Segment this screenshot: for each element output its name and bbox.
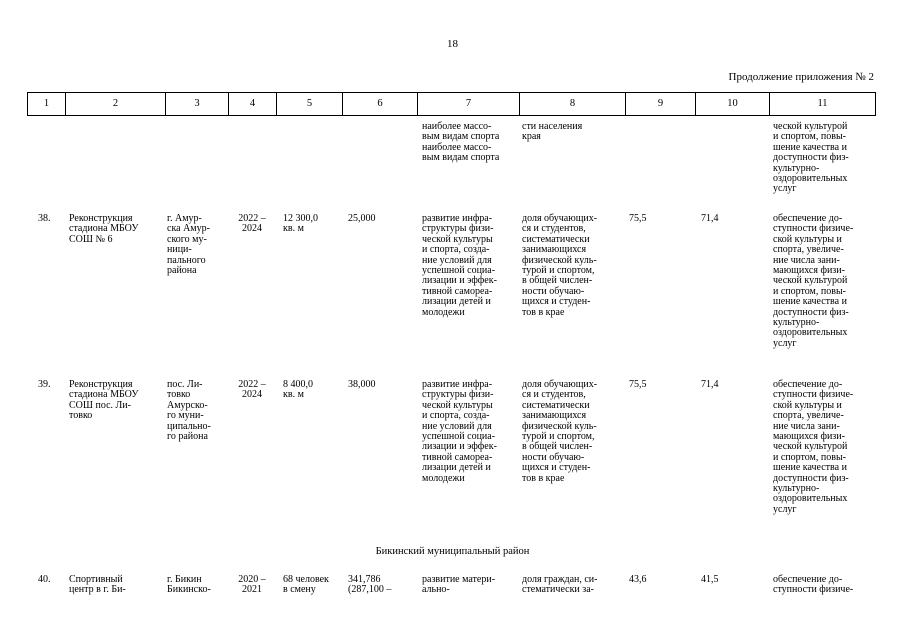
row-39-effect: обеспечение до- ступности физиче- ской культуры и спорта, увеличе- ние числа зани- мающихся физи- ческой культурой и спортом, повы- шение качества и доступности физ- культурно- оздоровительных услуг bbox=[773, 379, 854, 515]
row-40-period: 2020 – 2021 bbox=[238, 574, 266, 596]
header-col-7: 7 bbox=[417, 93, 519, 115]
header-col-11: 11 bbox=[769, 93, 875, 115]
header-col-3: 3 bbox=[165, 93, 228, 115]
district-heading: Бикинский муниципальный район bbox=[375, 546, 530, 557]
row-40-number: 40. bbox=[38, 574, 51, 585]
row-38-location: г. Амур- ска Амур- ского му- ници- пального района bbox=[167, 213, 210, 277]
table-header bbox=[27, 92, 876, 116]
row-38-indicator: доля обучающих- ся и студентов, систематически занимающихся физической куль- турой и спортом, в общей числен- ности обучаю- щихся и студен- тов в крае bbox=[522, 213, 598, 318]
header-col-4: 4 bbox=[228, 93, 276, 115]
header-col-5: 5 bbox=[276, 93, 342, 115]
row-38-cost: 25,000 bbox=[348, 213, 376, 224]
row-39-indicator: доля обучающих- ся и студентов, систематически занимающихся физической куль- турой и спортом, в общей числен- ности обучаю- щихся и студен- тов в крае bbox=[522, 379, 598, 484]
carryover-indicator: сти населения края bbox=[522, 121, 583, 143]
row-39-value-10: 71,4 bbox=[701, 379, 719, 390]
row-40-value-10: 41,5 bbox=[701, 574, 719, 585]
row-40-capacity: 68 человек в смену bbox=[283, 574, 329, 596]
row-39-name: Реконструкция стадиона МБОУ СОШ пос. Ли- товко bbox=[69, 379, 139, 422]
row-39-value-9: 75,5 bbox=[629, 379, 647, 390]
row-38-number: 38. bbox=[38, 213, 51, 224]
row-39-number: 39. bbox=[38, 379, 51, 390]
row-40-goal: развитие матери- ально- bbox=[422, 574, 496, 596]
carryover-effect: ческой культурой и спортом, повы- шение качества и доступности физ- культурно- оздоровительных услуг bbox=[773, 121, 849, 195]
row-39-capacity: 8 400,0 кв. м bbox=[283, 379, 313, 401]
row-39-location: пос. Ли- товко Амурско- го муни- ципально- го района bbox=[167, 379, 211, 443]
row-38-value-10: 71,4 bbox=[701, 213, 719, 224]
row-39-goal: развитие инфра- структуры физи- ческой культуры и спорта, созда- ние условий для успешной социа- лизации и эффек- тивной самореа- лизации детей и молодежи bbox=[422, 379, 497, 484]
row-40-effect: обеспечение до- ступности физиче- bbox=[773, 574, 854, 596]
row-40-indicator: доля граждан, си- стематически за- bbox=[522, 574, 598, 596]
header-col-1: 1 bbox=[43, 98, 50, 109]
header-col-6: 6 bbox=[342, 93, 417, 115]
row-38-effect: обеспечение до- ступности физиче- ской культуры и спорта, увеличе- ние числа зани- мающихся физи- ческой культурой и спортом, повы- шение качества и доступности физ- культурно- оздоровительных услуг bbox=[773, 213, 854, 349]
row-39-cost: 38,000 bbox=[348, 379, 376, 390]
row-38-value-9: 75,5 bbox=[629, 213, 647, 224]
carryover-goal: наиболее массо- вым видам спорта наиболее массо- вым видам спорта bbox=[422, 121, 500, 164]
row-38-goal: развитие инфра- структуры физи- ческой культуры и спорта, созда- ние условий для успешной социа- лизации и эффек- тивной самореа- лизации детей и молодежи bbox=[422, 213, 497, 318]
row-38-capacity: 12 300,0 кв. м bbox=[283, 213, 318, 235]
header-col-10: 10 bbox=[695, 93, 769, 115]
header-col-2: 2 bbox=[65, 93, 165, 115]
row-39-period: 2022 – 2024 bbox=[238, 379, 266, 401]
continuation-label: Продолжение приложения № 2 bbox=[728, 71, 874, 83]
row-40-name: Спортивный центр в г. Би- bbox=[69, 574, 126, 596]
row-40-cost: 341,786 (287,100 – bbox=[348, 574, 392, 596]
row-40-location: г. Бикин Бикинско- bbox=[167, 574, 211, 596]
header-col-9: 9 bbox=[625, 93, 695, 115]
row-40-value-9: 43,6 bbox=[629, 574, 647, 585]
row-38-period: 2022 – 2024 bbox=[238, 213, 266, 235]
page-number: 18 bbox=[447, 38, 458, 50]
header-col-8: 8 bbox=[519, 93, 625, 115]
row-38-name: Реконструкция стадиона МБОУ СОШ № 6 bbox=[69, 213, 139, 245]
